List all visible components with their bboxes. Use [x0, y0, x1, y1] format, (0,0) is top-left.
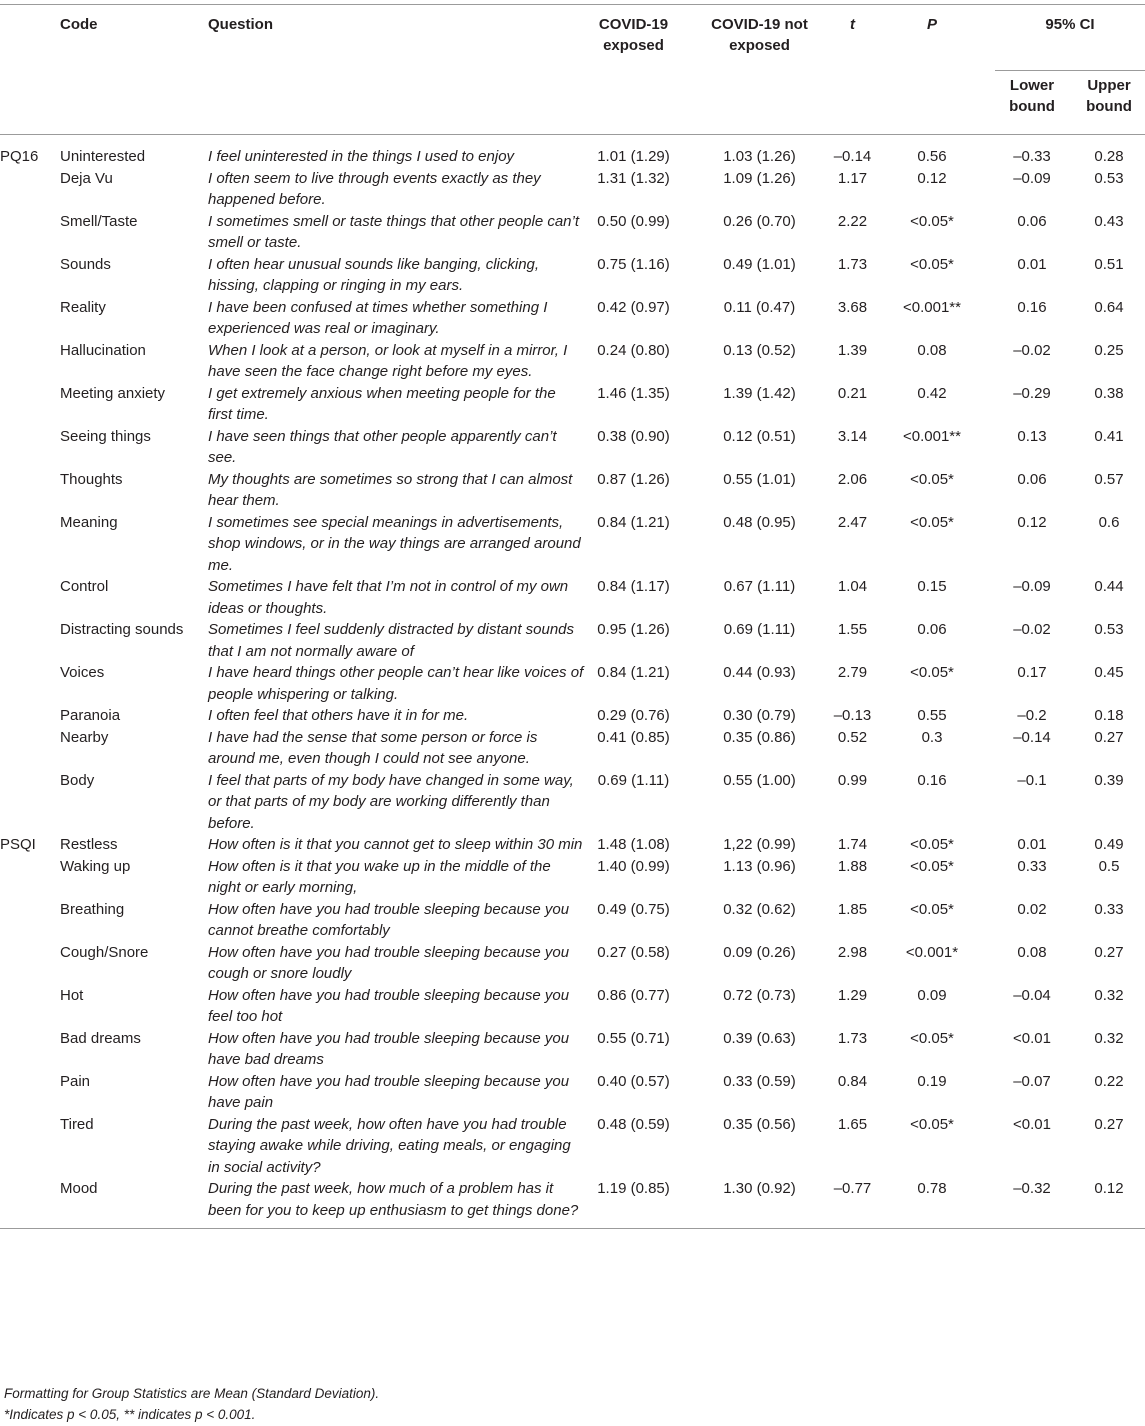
cell-question: How often have you had trouble sleeping because you have pain [208, 1072, 570, 1111]
cell-p: <0.05* [910, 470, 954, 488]
cell-p: <0.05* [910, 836, 954, 853]
cell-p: 0.08 [917, 341, 947, 359]
cell-not-exposed: 0.35 (0.56) [723, 1115, 796, 1133]
table-row [0, 1071, 1145, 1114]
cell-not-exposed: 1.39 (1.42) [723, 384, 796, 402]
cell-not-exposed: 0.09 (0.26) [723, 943, 796, 961]
cell-group [0, 1178, 60, 1229]
cell-upper: 0.28 [1094, 148, 1124, 165]
cell-exposed: 0.95 (1.26) [597, 621, 670, 638]
cell-question: I feel uninterested in the things I used to enjoy [208, 148, 515, 165]
cell-question: I have seen things that other people apparently can’t see. [208, 427, 557, 466]
cell-t: 0.84 [837, 1072, 868, 1090]
cell-upper: 0.64 [1094, 298, 1124, 316]
cell-exposed: 0.84 (1.21) [597, 664, 670, 681]
cell-p: <0.05* [910, 212, 954, 230]
cell-upper: 0.32 [1094, 1029, 1124, 1047]
table-row [0, 135, 1145, 168]
cell-p: 0.3 [921, 728, 943, 746]
cell-p: 0.06 [917, 621, 947, 638]
cell-upper: 0.18 [1094, 707, 1124, 724]
cell-upper: 0.27 [1094, 943, 1124, 961]
cell-upper: 0.53 [1094, 169, 1124, 187]
cell-code: Deja Vu [60, 169, 113, 187]
table-row [0, 211, 1145, 254]
cell-p: <0.05* [910, 1029, 954, 1047]
table-row [0, 899, 1145, 942]
cell-question: During the past week, how much of a problem has it been for you to keep up enthusiasm to get things done? [208, 1180, 579, 1219]
cell-code: Breathing [60, 900, 125, 918]
cell-lower: 0.16 [1017, 298, 1047, 316]
cell-t: 1.04 [837, 578, 868, 595]
cell-lower: –0.02 [1013, 621, 1051, 638]
cell-lower: 0.02 [1017, 900, 1047, 918]
cell-exposed: 1.48 (1.08) [597, 836, 670, 853]
cell-group [0, 770, 60, 835]
cell-t: 2.79 [837, 664, 868, 681]
header-not-exposed: COVID-19 not exposed [711, 16, 808, 54]
cell-exposed: 0.27 (0.58) [597, 943, 670, 961]
cell-not-exposed: 0.67 (1.11) [723, 578, 796, 595]
header-row [0, 5, 1145, 71]
cell-question: I have had the sense that some person or force is around me, even though I could not see anyone. [208, 728, 538, 767]
cell-group [0, 619, 60, 662]
cell-t: 3.14 [837, 427, 868, 445]
cell-code: Uninterested [60, 148, 146, 165]
cell-p: <0.001** [903, 427, 961, 445]
cell-group [0, 469, 60, 512]
table-row [0, 254, 1145, 297]
cell-p: <0.05* [910, 513, 954, 531]
cell-group [0, 727, 60, 770]
cell-code: Cough/Snore [60, 943, 149, 961]
cell-t: 3.68 [837, 298, 868, 316]
table-row [0, 856, 1145, 899]
table-row [0, 426, 1145, 469]
cell-lower: –0.07 [1013, 1072, 1051, 1090]
cell-p: 0.78 [917, 1180, 947, 1197]
cell-lower: 0.01 [1017, 255, 1047, 273]
cell-lower: 0.06 [1017, 212, 1047, 230]
cell-t: 1.29 [837, 986, 868, 1004]
cell-lower: –0.29 [1013, 384, 1051, 402]
cell-question: How often is it that you cannot get to sleep within 30 min [208, 836, 583, 853]
cell-upper: 0.39 [1094, 771, 1124, 789]
cell-question: I get extremely anxious when meeting people for the first time. [208, 384, 556, 423]
cell-group [0, 254, 60, 297]
cell-exposed: 0.42 (0.97) [597, 298, 670, 316]
cell-group [0, 985, 60, 1028]
table-row [0, 770, 1145, 835]
cell-t: 2.22 [837, 212, 868, 230]
cell-t: 0.21 [837, 384, 868, 402]
cell-question: During the past week, how often have you had trouble staying awake while driving, eating meals, or engaging in social activity? [208, 1115, 571, 1176]
cell-upper: 0.49 [1094, 836, 1124, 853]
cell-question: I feel that parts of my body have changed in some way, or that parts of my body are working differently than before. [208, 771, 574, 832]
table-row [0, 985, 1145, 1028]
cell-p: <0.05* [910, 255, 954, 273]
cell-exposed: 0.87 (1.26) [597, 470, 670, 488]
cell-exposed: 0.84 (1.17) [597, 578, 670, 595]
cell-t: 0.52 [837, 728, 868, 746]
table-row [0, 942, 1145, 985]
cell-exposed: 1.01 (1.29) [597, 148, 670, 165]
cell-upper: 0.33 [1094, 900, 1124, 918]
cell-code: Bad dreams [60, 1029, 141, 1047]
cell-t: 1.85 [837, 900, 868, 918]
cell-p: <0.001* [905, 943, 959, 961]
cell-t: 0.99 [837, 771, 868, 789]
cell-not-exposed: 0.48 (0.95) [723, 513, 796, 531]
cell-code: Body [60, 771, 95, 789]
cell-not-exposed: 0.39 (0.63) [723, 1029, 796, 1047]
cell-exposed: 0.75 (1.16) [597, 255, 670, 273]
cell-question: Sometimes I have felt that I’m not in control of my own ideas or thoughts. [208, 578, 569, 617]
table-row [0, 834, 1145, 856]
cell-question: I have been confused at times whether something I experienced was real or imaginary. [208, 298, 548, 337]
cell-not-exposed: 0.72 (0.73) [723, 986, 796, 1004]
cell-question: When I look at a person, or look at myself in a mirror, I have seen the face change right before my eyes. [208, 341, 568, 380]
cell-upper: 0.51 [1094, 255, 1124, 273]
header-t: t [850, 16, 855, 33]
cell-lower: 0.12 [1017, 513, 1047, 531]
cell-lower: –0.04 [1013, 986, 1051, 1004]
cell-not-exposed: 0.35 (0.86) [723, 728, 796, 746]
cell-exposed: 0.50 (0.99) [597, 212, 670, 230]
cell-p: 0.55 [917, 707, 947, 724]
cell-upper: 0.44 [1094, 578, 1124, 595]
cell-p: 0.56 [917, 148, 947, 165]
table-row [0, 340, 1145, 383]
cell-p: <0.05* [910, 1115, 954, 1133]
cell-t: 1.65 [837, 1115, 868, 1133]
cell-question: How often have you had trouble sleeping because you cannot breathe comfortably [208, 900, 570, 939]
cell-t: 2.98 [837, 943, 868, 961]
cell-t: 2.47 [837, 513, 868, 531]
cell-group [0, 1028, 60, 1071]
cell-group: PSQI [0, 836, 36, 853]
cell-upper: 0.57 [1094, 470, 1124, 488]
cell-group: PQ16 [0, 148, 39, 165]
cell-code: Distracting sounds [60, 621, 184, 638]
cell-code: Nearby [60, 728, 109, 746]
cell-code: Mood [60, 1180, 98, 1197]
cell-t: 1.55 [837, 621, 868, 638]
cell-not-exposed: 1.09 (1.26) [723, 169, 796, 187]
header-subrow [0, 71, 1145, 135]
statistics-table [0, 4, 1145, 1229]
cell-code: Pain [60, 1072, 91, 1090]
cell-lower: 0.13 [1017, 427, 1047, 445]
cell-question: I often hear unusual sounds like banging, clicking, hissing, clapping or ringing in my ears. [208, 255, 540, 294]
cell-p: 0.12 [917, 169, 947, 187]
cell-exposed: 0.24 (0.80) [597, 341, 670, 359]
cell-not-exposed: 1.13 (0.96) [723, 857, 796, 875]
cell-question: I often feel that others have it in for me. [208, 707, 469, 724]
cell-exposed: 1.19 (0.85) [597, 1180, 670, 1197]
cell-group [0, 512, 60, 577]
table-body [0, 135, 1145, 1229]
cell-t: –0.13 [833, 707, 872, 724]
cell-lower: –0.33 [1013, 148, 1051, 165]
cell-upper: 0.38 [1094, 384, 1124, 402]
cell-p: <0.05* [910, 857, 954, 875]
cell-upper: 0.27 [1094, 1115, 1124, 1133]
cell-lower: –0.09 [1013, 578, 1051, 595]
cell-group [0, 942, 60, 985]
header-lower-bound: Lower bound [995, 71, 1069, 135]
cell-group [0, 340, 60, 383]
header-question: Question [208, 16, 274, 33]
footnote-significance: *Indicates p < 0.05, ** indicates p < 0.001. [4, 1407, 256, 1422]
cell-lower: 0.17 [1017, 664, 1047, 681]
footnote-format: Formatting for Group Statistics are Mean (Standard Deviation). [4, 1386, 380, 1401]
table-row [0, 576, 1145, 619]
cell-question: I often seem to live through events exactly as they happened before. [208, 169, 541, 208]
cell-group [0, 383, 60, 426]
cell-exposed: 0.86 (0.77) [597, 986, 670, 1004]
cell-lower: 0.01 [1017, 836, 1047, 853]
cell-code: Hot [60, 986, 84, 1004]
cell-upper: 0.22 [1094, 1072, 1124, 1090]
cell-t: 1.17 [837, 169, 868, 187]
cell-exposed: 0.49 (0.75) [597, 900, 670, 918]
cell-group [0, 1071, 60, 1114]
table-row [0, 168, 1145, 211]
table-row [0, 1178, 1145, 1229]
table-row [0, 512, 1145, 577]
cell-exposed: 0.55 (0.71) [597, 1029, 670, 1047]
cell-t: –0.77 [833, 1180, 872, 1197]
cell-not-exposed: 0.26 (0.70) [723, 212, 796, 230]
cell-code: Tired [60, 1115, 94, 1133]
cell-question: How often have you had trouble sleeping because you have bad dreams [208, 1029, 570, 1068]
table-row [0, 297, 1145, 340]
cell-question: I sometimes see special meanings in advertisements, shop windows, or in the way things are arranged around me. [208, 513, 581, 574]
cell-exposed: 0.69 (1.11) [597, 771, 670, 789]
cell-not-exposed: 1,22 (0.99) [723, 836, 796, 853]
cell-lower: –0.02 [1013, 341, 1051, 359]
cell-upper: 0.5 [1098, 857, 1120, 875]
cell-upper: 0.12 [1094, 1180, 1124, 1197]
cell-upper: 0.41 [1094, 427, 1124, 445]
cell-code: Meeting anxiety [60, 384, 166, 402]
cell-t: 1.88 [837, 857, 868, 875]
cell-group [0, 899, 60, 942]
cell-not-exposed: 0.55 (1.00) [723, 771, 796, 789]
cell-code: Reality [60, 298, 106, 316]
cell-code: Hallucination [60, 341, 146, 359]
cell-p: 0.15 [917, 578, 947, 595]
table-row [0, 705, 1145, 727]
table-row [0, 469, 1145, 512]
cell-lower: –0.09 [1013, 169, 1051, 187]
cell-exposed: 0.48 (0.59) [597, 1115, 670, 1133]
cell-question: How often have you had trouble sleeping because you cough or snore loudly [208, 943, 570, 982]
cell-not-exposed: 0.33 (0.59) [723, 1072, 796, 1090]
cell-group [0, 576, 60, 619]
cell-exposed: 1.31 (1.32) [597, 169, 670, 187]
cell-group [0, 705, 60, 727]
cell-p: 0.16 [917, 771, 947, 789]
cell-code: Restless [60, 836, 118, 853]
cell-not-exposed: 0.13 (0.52) [723, 341, 796, 359]
cell-not-exposed: 0.32 (0.62) [723, 900, 796, 918]
header-exposed: COVID-19 exposed [598, 16, 669, 54]
cell-t: 1.73 [837, 1029, 868, 1047]
cell-not-exposed: 0.44 (0.93) [723, 664, 796, 681]
cell-upper: 0.32 [1094, 986, 1124, 1004]
cell-code: Thoughts [60, 470, 123, 488]
cell-t: –0.14 [833, 148, 872, 165]
cell-not-exposed: 0.49 (1.01) [723, 255, 796, 273]
cell-lower: –0.32 [1013, 1180, 1051, 1197]
cell-exposed: 1.40 (0.99) [597, 857, 670, 875]
header-code: Code [60, 16, 98, 33]
cell-group [0, 662, 60, 705]
cell-lower: <0.01 [1013, 1029, 1051, 1047]
cell-not-exposed: 0.12 (0.51) [723, 427, 796, 445]
cell-code: Voices [60, 664, 105, 681]
header-p: P [926, 16, 937, 33]
cell-p: 0.42 [917, 384, 947, 402]
cell-lower: <0.01 [1013, 1115, 1051, 1133]
cell-group [0, 168, 60, 211]
table-row [0, 383, 1145, 426]
cell-question: I sometimes smell or taste things that other people can’t smell or taste. [208, 212, 580, 251]
cell-p: 0.19 [917, 1072, 947, 1090]
table-row [0, 1028, 1145, 1071]
cell-not-exposed: 1.03 (1.26) [723, 148, 796, 165]
cell-code: Waking up [60, 857, 131, 875]
cell-exposed: 0.40 (0.57) [597, 1072, 670, 1090]
cell-question: My thoughts are sometimes so strong that I can almost hear them. [208, 470, 573, 509]
cell-t: 1.73 [837, 255, 868, 273]
cell-upper: 0.45 [1094, 664, 1124, 681]
table-row [0, 619, 1145, 662]
cell-question: Sometimes I feel suddenly distracted by distant sounds that I am not normally aware of [208, 621, 575, 660]
cell-code: Sounds [60, 255, 111, 273]
cell-p: 0.09 [917, 986, 947, 1004]
table-row [0, 1114, 1145, 1179]
cell-lower: –0.2 [1017, 707, 1047, 724]
header-upper-bound: Upper bound [1069, 71, 1145, 135]
cell-lower: –0.1 [1017, 771, 1047, 789]
cell-not-exposed: 0.11 (0.47) [723, 298, 796, 316]
cell-group [0, 297, 60, 340]
table-row [0, 662, 1145, 705]
cell-group [0, 856, 60, 899]
cell-lower: –0.14 [1013, 728, 1051, 746]
cell-upper: 0.27 [1094, 728, 1124, 746]
cell-t: 1.39 [837, 341, 868, 359]
cell-code: Smell/Taste [60, 212, 138, 230]
cell-p: <0.05* [910, 900, 954, 918]
cell-code: Paranoia [60, 707, 121, 724]
cell-lower: 0.33 [1017, 857, 1047, 875]
cell-code: Meaning [60, 513, 118, 531]
cell-exposed: 0.29 (0.76) [597, 707, 670, 724]
cell-upper: 0.25 [1094, 341, 1124, 359]
cell-code: Control [60, 578, 109, 595]
cell-question: How often is it that you wake up in the middle of the night or early morning, [208, 857, 551, 896]
cell-lower: 0.06 [1017, 470, 1047, 488]
cell-not-exposed: 0.30 (0.79) [723, 707, 796, 724]
cell-not-exposed: 0.69 (1.11) [723, 621, 796, 638]
cell-p: <0.05* [910, 664, 954, 681]
cell-exposed: 0.38 (0.90) [597, 427, 670, 445]
header-group [0, 5, 60, 71]
cell-exposed: 0.84 (1.21) [597, 513, 670, 531]
cell-upper: 0.53 [1094, 621, 1124, 638]
cell-group [0, 211, 60, 254]
cell-upper: 0.43 [1094, 212, 1124, 230]
cell-exposed: 0.41 (0.85) [597, 728, 670, 746]
cell-not-exposed: 0.55 (1.01) [723, 470, 796, 488]
table-row [0, 727, 1145, 770]
cell-group [0, 1114, 60, 1179]
cell-question: How often have you had trouble sleeping because you feel too hot [208, 986, 570, 1025]
cell-not-exposed: 1.30 (0.92) [723, 1180, 796, 1197]
cell-p: <0.001** [903, 298, 961, 316]
header-ci: 95% CI [995, 5, 1145, 71]
cell-exposed: 1.46 (1.35) [597, 384, 670, 402]
cell-upper: 0.6 [1098, 513, 1120, 531]
cell-t: 1.74 [837, 836, 868, 853]
cell-lower: 0.08 [1017, 943, 1047, 961]
cell-code: Seeing things [60, 427, 151, 445]
cell-question: I have heard things other people can’t hear like voices of people whispering or talking. [208, 664, 584, 703]
cell-t: 2.06 [837, 470, 868, 488]
cell-group [0, 426, 60, 469]
